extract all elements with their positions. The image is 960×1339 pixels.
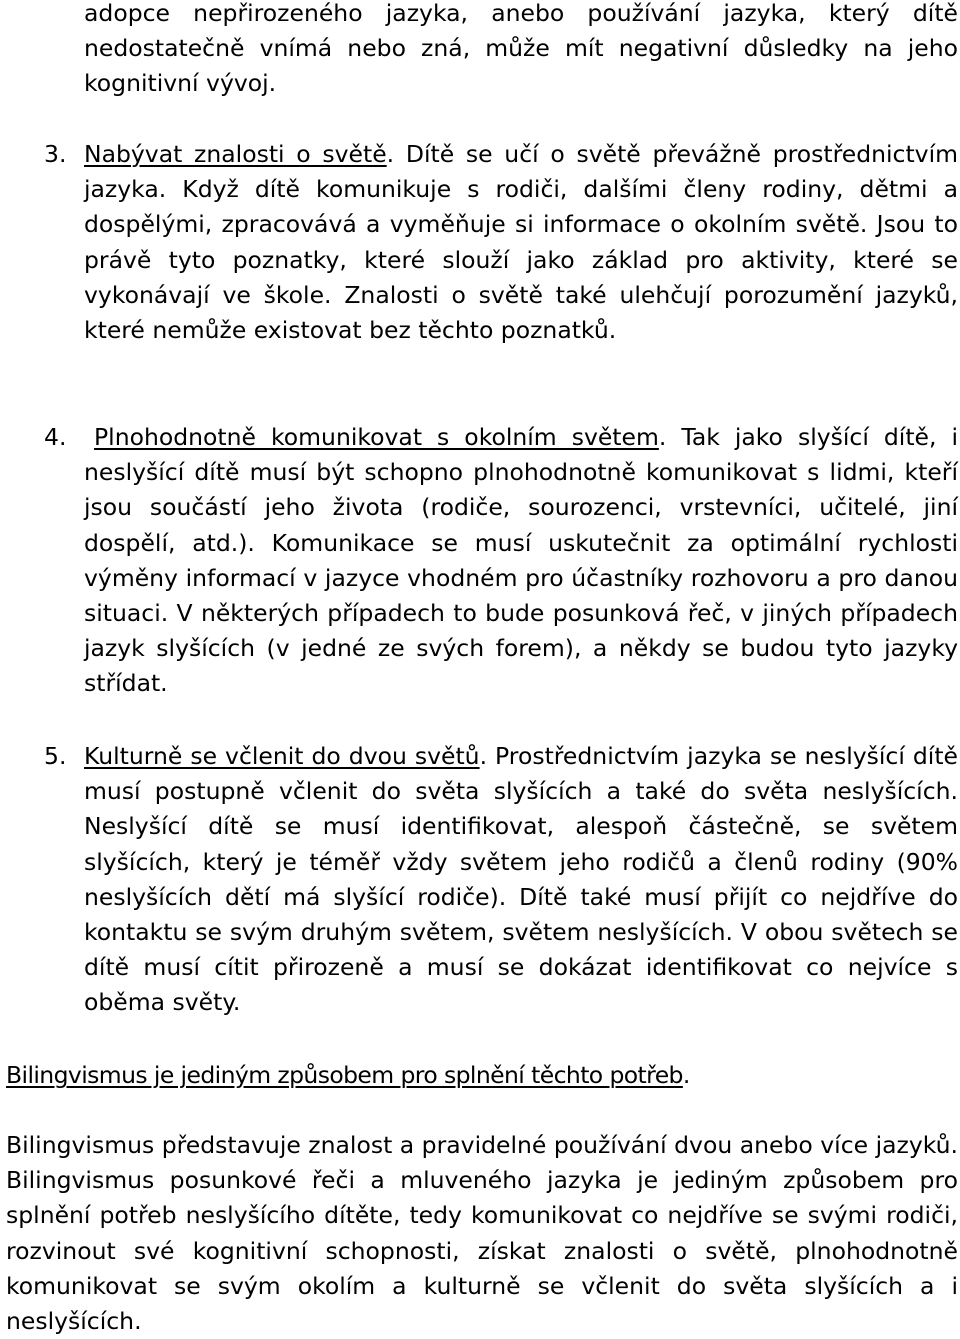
list-item-5-title: Kulturně se včlenit do dvou světů [84,742,480,770]
list-number-4: 4. [44,423,67,451]
section-heading-tail: . [682,1061,690,1089]
list-item-4 [84,420,958,702]
section-heading-text: Bilingvismus je jediným způsobem pro splnění těchto potřeb [6,1061,683,1089]
list-item-4-title: Plnohodnotně komunikovat s okolním světem [94,423,659,451]
list-item-3-title: Nabývat znalosti o světě [84,140,387,168]
list-item-5-title-tail: . [479,742,488,770]
list-number-5: 5. [44,742,67,770]
section-paragraph [6,1128,958,1339]
list-item-3 [84,137,958,348]
list-item-3-text: Dítě se učí o světě převážně prostřednictvím jazyka. Když dítě komunikuje s rodiči, dalšími členy rodiny, dětmi a dospělými, zpracovává a vyměňuje si informace o okolním světě. Jsou to právě tyto poznatky, které slouží jako základ pro aktivity, které se vykonávají ve škole. Znalosti o světě také ulehčují porozumění jazyků, které nemůže existovat bez těchto poznatků. [84,140,959,345]
continuation-paragraph [84,0,958,102]
continuation-text: adopce nepřirozeného jazyka, anebo používání jazyka, který dítě nedostatečně vnímá nebo zná, může mít negativní důsledky na jeho kognitivní vývoj. [84,0,958,98]
list-item-3-title-tail: . [386,140,395,168]
list-item-4-text: Tak jako slyšící dítě, i neslyšící dítě musí být schopno plnohodnotně komunikovat s lidmi, kteří jsou součástí jeho života (rodiče, sourozenci, vrstevníci, učitelé, jiní dospělí, atd.). Komunikace se musí uskutečnit za optimální rychlosti výměny informací v jazyce vhodném pro účastníky rozhovoru a pro danou situaci. V některých případech to bude posunková řeč, v jiných případech jazyk slyšících (v jedné ze svých forem), a někdy se budou tyto jazyky střídat. [84,423,958,698]
section-paragraph-text: Bilingvismus představuje znalost a pravidelné používání dvou anebo více jazyků. Bilingvismus posunkové řeči a mluveného jazyka je jediným způsobem pro splnění potřeb neslyšícího dítěte, tedy komunikovat co nejdříve se svými rodiči, rozvinout své kognitivní schopnosti, získat znalosti o světě, plnohodnotně komunikovat se svým okolím a kulturně se včlenit do světa slyšících a i neslyšících. [6,1131,958,1336]
list-item-5-text: Prostřednictvím jazyka se neslyšící dítě musí postupně včlenit do světa slyšících a také do světa neslyšících. Neslyšící dítě se musí identifikovat, alespoň částečně, se světem slyšících, který je téměř vždy světem jeho rodičů a členů rodiny (90% neslyšících dětí má slyšící rodiče). Dítě také musí přijít co nejdříve do kontaktu se svým druhým světem, světem neslyšících. V obou světech se dítě musí cítit přirozeně a musí se dokázat identifikovat co nejvíce s oběma světy. [84,742,958,1017]
list-item-4-title-tail: . [658,423,667,451]
list-item-5 [84,739,958,1021]
section-heading [6,1058,690,1093]
list-number-3: 3. [44,140,67,168]
